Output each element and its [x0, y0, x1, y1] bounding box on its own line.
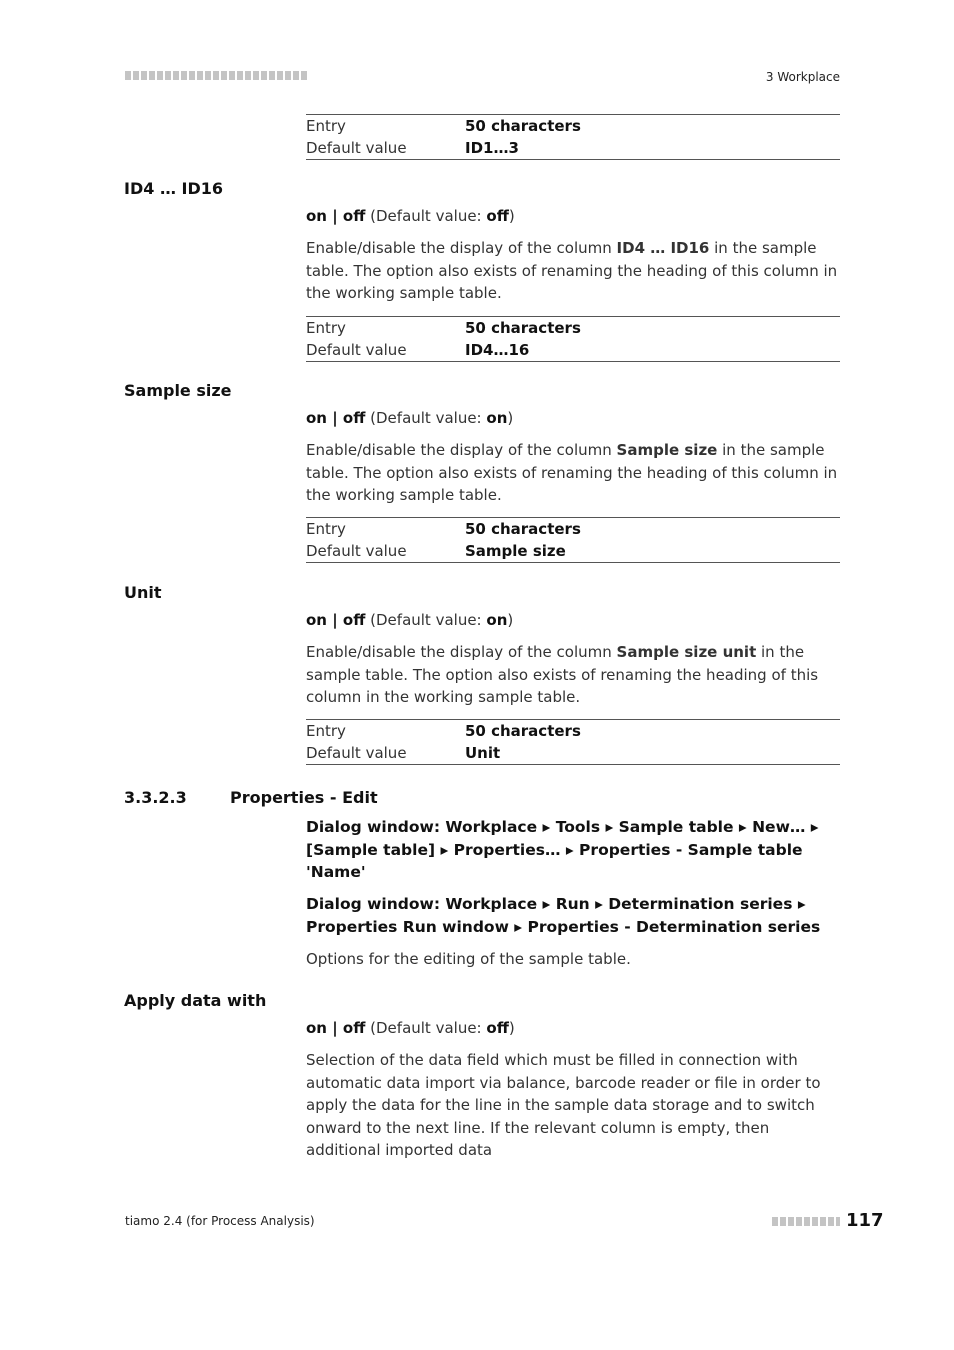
- table-row: [306, 742, 840, 764]
- default-suffix: ): [508, 207, 515, 225]
- table-key: Entry: [306, 319, 346, 337]
- default-suffix: ): [507, 611, 514, 629]
- off-label: off: [342, 409, 366, 427]
- table-row: [306, 720, 840, 742]
- table-value: ID1…3: [465, 139, 519, 157]
- separator: |: [326, 409, 343, 427]
- top-properties-table: [306, 114, 840, 160]
- column-name: Sample size unit: [616, 643, 757, 661]
- default-prefix: (Default value:: [365, 409, 487, 427]
- text-run: Enable/disable the display of the column: [306, 441, 617, 459]
- column-name: Sample size: [616, 441, 718, 459]
- chapter-title: 3 Workplace: [765, 70, 840, 84]
- default-value: off: [486, 207, 509, 225]
- default-value-line: [306, 1017, 846, 1040]
- off-label: off: [342, 1019, 366, 1037]
- subsection-title: Properties - Edit: [230, 788, 378, 807]
- id4-properties-table: [306, 316, 840, 362]
- section-description: [306, 237, 846, 305]
- default-value: on: [486, 611, 508, 629]
- table-row: [306, 317, 840, 339]
- section-title-apply-data-with: Apply data with: [124, 991, 267, 1010]
- table-row: [306, 115, 840, 137]
- default-value-line: [306, 609, 846, 632]
- table-value: ID4…16: [465, 341, 530, 359]
- default-prefix: (Default value:: [365, 611, 487, 629]
- default-suffix: ): [507, 409, 514, 427]
- subsection-description: Options for the editing of the sample table.: [306, 950, 631, 968]
- unit-properties-table: [306, 719, 840, 765]
- dialog-path-1: Dialog window: Workplace ▸ Tools ▸ Sample table ▸ New… ▸ [Sample table] ▸ Properties… ▸ Properties - Sample table 'Name': [306, 818, 819, 881]
- text-run: Enable/disable the display of the column: [306, 643, 617, 661]
- table-row: [306, 518, 840, 540]
- dialog-path-2: Dialog window: Workplace ▸ Run ▸ Determination series ▸ Properties Run window ▸ Properties - Determination series: [306, 895, 821, 936]
- text-run: in the sample table. The option also exists of renaming the heading of this column in the working sample table.: [306, 643, 819, 706]
- off-label: off: [342, 207, 366, 225]
- section-title-id4-id16: ID4 … ID16: [124, 179, 224, 198]
- column-name: ID4 … ID16: [616, 239, 710, 257]
- table-key: Default value: [306, 542, 407, 560]
- page-number: 117: [846, 1210, 884, 1231]
- table-key: Entry: [306, 117, 346, 135]
- default-value-line: [306, 205, 846, 228]
- separator: |: [326, 1019, 343, 1037]
- table-row: [306, 137, 840, 159]
- section-description: [306, 439, 846, 507]
- off-label: off: [342, 611, 366, 629]
- section-title-sample-size: Sample size: [124, 381, 232, 400]
- table-row: [306, 339, 840, 361]
- table-value: Sample size: [465, 542, 566, 560]
- table-key: Default value: [306, 139, 407, 157]
- footer-decoration: [772, 1217, 840, 1226]
- subsection-number: 3.3.2.3: [124, 788, 187, 807]
- on-label: on: [306, 207, 327, 225]
- table-key: Default value: [306, 744, 407, 762]
- on-label: on: [306, 409, 327, 427]
- sample-size-properties-table: [306, 517, 840, 563]
- table-value: 50 characters: [465, 722, 581, 740]
- text-run: Enable/disable the display of the column: [306, 239, 617, 257]
- header-decoration: [125, 71, 307, 80]
- default-value-line: [306, 407, 846, 430]
- table-key: Entry: [306, 722, 346, 740]
- table-value: 50 characters: [465, 520, 581, 538]
- table-row: [306, 540, 840, 562]
- table-value: 50 characters: [465, 117, 581, 135]
- apply-description: Selection of the data field which must be filled in connection with automatic data import via balance, barcode reader or file in order to apply the data for the line in the sample data storage and to switch onward to the next line. If the relevant column is empty, then additional imported data: [306, 1051, 821, 1159]
- default-suffix: ): [508, 1019, 515, 1037]
- default-value: on: [486, 409, 508, 427]
- footer-product: tiamo 2.4 (for Process Analysis): [125, 1214, 315, 1228]
- separator: |: [326, 611, 343, 629]
- section-title-unit: Unit: [124, 583, 162, 602]
- default-prefix: (Default value:: [365, 1019, 487, 1037]
- text-run: in the sample table. The option also exists of renaming the heading of this column in the working sample table.: [306, 441, 838, 504]
- on-label: on: [306, 611, 327, 629]
- default-value: off: [486, 1019, 509, 1037]
- table-value: Unit: [465, 744, 501, 762]
- section-description: [306, 641, 846, 709]
- on-label: on: [306, 1019, 327, 1037]
- table-key: Entry: [306, 520, 346, 538]
- text-run: in the sample table. The option also exists of renaming the heading of this column in the working sample table.: [306, 239, 838, 302]
- table-key: Default value: [306, 341, 407, 359]
- default-prefix: (Default value:: [365, 207, 487, 225]
- table-value: 50 characters: [465, 319, 581, 337]
- separator: |: [326, 207, 343, 225]
